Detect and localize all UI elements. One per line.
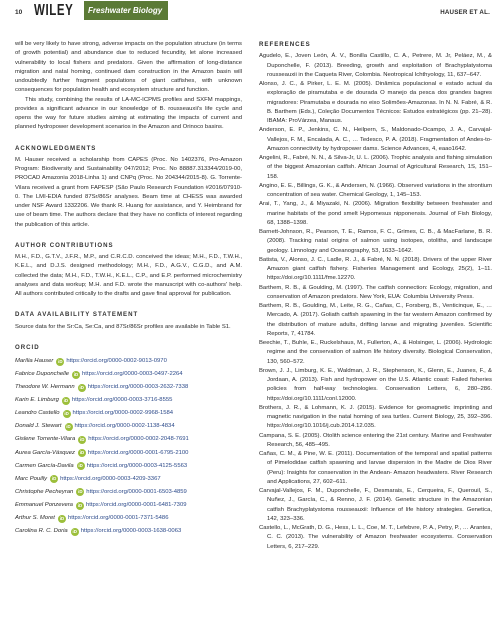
orcid-icon: iD [80,437,85,443]
journal-logo: Freshwater Biology [84,1,168,20]
reference-entry: Barthem, R. B., Goulding, M., Leite, R. G., Cañas, C., Forsberg, B., Venticinque, E., … Mercado, A. (2017). Goliath catfish spawning in the far western Amazon confirmed by the distribution of mature adults, drifting larvae and migrating juveniles. Scientific Reports, 7, 41784. [259,303,492,337]
orcid-row [15,499,242,512]
orcid-icon: iD [79,450,85,456]
orcid-row [15,407,242,420]
orcid-author-name: Karin E. Limburg [15,397,59,404]
reference-entry: Arai, T., Yang, J., & Miyazaki, N. (2006). Migration flexibility between freshwater and marine habitats of the pond smelt Hypomesus nipponensis. Journal of Fish Biology, 68, 1388–1398. [259,201,492,226]
orcid-link[interactable]: https://orcid.org/0000-0002-1138-4834 [74,423,175,430]
left-column [15,40,242,538]
orcid-author-name: Carmen García-Davila [15,462,74,469]
orcid-row [15,381,242,394]
orcid-icon: iD [78,489,83,495]
orcid-row [15,434,242,447]
orcid-row [15,486,242,499]
orcid-link[interactable]: https://orcid.org/0000-0001-7371-5486 [67,515,169,522]
section-heading-data-availability: DATA AVAILABILITY STATEMENT [15,311,139,319]
orcid-author-name: Leandro Castello [15,410,60,417]
orcid-link[interactable]: https://orcid.org/0000-0003-4125-5563 [86,462,188,469]
orcid-row [15,460,242,473]
orcid-row [15,447,242,460]
reference-entry: Campana, S. E. (2005). Otolith science entering the 21st century. Marine and Freshwater Research, 56, 485–495. [259,432,492,448]
body-paragraph: This study, combining the results of LA-MC-ICPMS profiles and SXFM mappings, provides a significant advance in our knowledge of B. rousseauxii's life cycle and opens the way for future studies aiming at estimating the impacts of current and planned hydropower development scenarios in the Amazon and Orinoco basins. [15,96,242,131]
orcid-row [15,420,242,433]
reference-entry: Angelini, R., Fabré, N. N., & Silva-Jr, U. L. (2006). Trophic analysis and fishing simulation of the biggest Amazonian catfish. African Journal of Agricultural Research, 1S, 151–158. [259,155,492,180]
orcid-link[interactable]: https://orcid.org/0000-0003-1638-0063 [80,528,182,535]
reference-entry: Barnett-Johnson, R., Pearson, T. E., Ramos, F. C., Grimes, C. B., & MacFarlane, B. R. (2008). Tracking natal origins of salmon using isotopes, otoliths, and landscape geology. Limnology and Oceanography, 53, 1633–1642. [259,229,492,254]
orcid-link[interactable]: https://orcid.org/0000-0003-0497-2264 [82,371,183,378]
section-heading-contributions: AUTHOR CONTRIBUTIONS [15,241,114,249]
reference-entry: Castello, L., McGrath, D. G., Hess, L. L., Coe, M. T., Lefebvre, P. A., Petry, P., … Arantes, C. C. (2013). The vulnerability of Amazon freshwater ecosystems. Conservation Letters, 6, 217–229. [259,525,492,550]
orcid-row [15,394,242,407]
reference-entry: Beechie, T., Buhle, E., Ruckelshaus, M., Fullerton, A., & Holsinger, L. (2006). Hydrologic regime and the conservation of salmon life history diversity. Biological Conservation, 130, 560–572. [259,340,492,365]
reference-entry: Alonso, J. C., & Pirker, L. E. M. (2005). Dinâmica populacional e estado actual da exploração de piramutaba e de dourada O manejo da pesca dos grandes bagres migradores: Piramutaba e dourada no eixo Solimões-Amazonas. In N. N. Fabré, & R. B. Barthem (Eds.), Coleção Documentos Técnicos: Estudos estratégicos (pp. 21–28). IBAMA: ProVárzea, Manaus. [259,81,492,124]
orcid-author-name: Christophe Pecheyran [15,488,74,495]
reference-entry: Barthem, R. B., & Goulding, M. (1997). The catfish connection: Ecology, migration, and conservation of Amazon predators. New York, EUA: Columbia University Press. [259,284,492,300]
reference-entry: Batista, V., Alonso, J. C., Ladle, R. J., & Fabré, N. N. (2018). Drivers of the upper River Amazon giant catfish fishery. Fisheries Management and Ecology, 25(2), 1–11. https://doi.org/10.1111/fme.12270. [259,256,492,282]
orcid-row [15,525,242,538]
orcid-author-name: Emmanuel Ponzevera [15,501,73,508]
orcid-author-name: Aurea García-Vásquez [15,449,75,456]
section-heading-references: REFERENCES [259,41,311,48]
body-paragraph: will be very likely to have strong, adverse impacts on the population structure (in terms of growth potential) and abundance due to reduced fecundity, let alone increased vulnerability to local fishers and predators. Given the affirmation of long-distance migration and natal homing, continued dam construction in the Amazon basin will undoubtedly further fragment populations of giant catfishes, with unknown consequences for population health and ecosystem structure and function. [15,41,242,94]
orcid-link[interactable]: https://orcid.org/0000-0003-4209-3367 [60,475,161,482]
orcid-author-name: Fabrice Duponchelle [15,371,70,378]
orcid-icon: iD [73,371,79,377]
orcid-link[interactable]: https://orcid.org/0000-0002-2048-7691 [88,436,189,443]
orcid-author-name: Carolina R. C. Doria [15,528,68,535]
orcid-author-name: Gislene Torrente-Vilara [15,436,76,443]
publisher-logo: WILEY [34,3,74,20]
orcid-icon: iD [64,410,69,416]
orcid-icon: iD [72,528,77,534]
reference-entry: Cañas, C. M., & Pine, W. E. (2011). Documentation of the temporal and spatial patterns of Pimelodidae catfish spawning and larvae dispersion in the Madre de Dios River (Peru): Insights for conservation in the Andean- Amazon headwaters. River Research and Applications, 27, 602–611. [259,451,492,485]
section-heading-orcid: ORCID [15,343,40,351]
reference-entry: Anderson, E. P., Jenkins, C. N., Heilpern, S., Maldonado-Ocampo, J. A., Carvajal-Vallejos, F. M., Encalada, A. C., … Tedesco, P. A. (2018). Fragmentation of Andes-to-Amazon connectivity by hydropower dams. Science Advances, 4, eaao1642. [259,127,492,152]
reference-entry: Brown, J. J., Limburg, K. E., Waldman, J. R., Stephenson, K., Glenn, E., Juanes, F., & Jordaan, A. (2013). Fish and hydropower on the U.S. Atlantic coast: Failed fisheries policies from half-way technologies. Conservation Letters, 6, 280–286. https://doi.org/10.1111/conl.12000. [259,367,492,402]
acknowledgments-text: M. Hauser received a scholarship from CAPES (Proc. No 1402376, Pro-Amazon Program: Biodiversity and Sustainability 047/2012; Proc. No 88887.313344/2019-00, PROCAD Amazonia 2018-Linha 1) and CNPq (Proc. No 204344/2015-8). G. Torrente-Vilara received a grant from FAPESP (São Paulo Research Foundation #2016/07910-0. The LMI-EDIA funded 87Sr/86Sr analyses. Beam time at CHESS was awarded under NSF Award 1332206. We thank R. Huang for assistance, and Y. Heimbrand for use of beam time. The authors declare that they have no conflicts of interest regarding the publication of this article. [15,156,242,228]
orcid-icon: iD [59,515,65,521]
reference-entry: Carvajal-Vallejos, F. M., Duponchelle, F., Desmarais, E., Cerqueira, F., Querouil, S., Nuñez, J., García, C., & Renno, J. F. (2014). Genetic structure in the Amazonian catfish Brachyplatystoma rousseauxii: Influence of life history strategies. Genetica, 142, 323–336. [259,488,492,522]
orcid-row [15,368,242,381]
orcid-icon: iD [78,463,83,469]
reference-entry: Brothers, J. R., & Lohmann, K. J. (2015). Evidence for geomagnetic imprinting and magnetic navigation in the natal homing of sea turtles. Current Biology, 25, 392–396. https://doi.org/10.1016/j.cub.2014.12.035. [259,404,492,430]
section-heading-acknowledgments: ACKNOWLEDGMENTS [15,144,97,152]
orcid-link[interactable]: https://orcid.org/0000-0001-6481-7309 [85,501,187,508]
orcid-link[interactable]: https://orcid.org/0000-0002-9968-1584 [72,410,174,417]
orcid-icon: iD [58,358,63,364]
reference-entry: Agudelo, E., Joven León, Á. V., Bonilla Castillo, C. A., Petrere, M. Jr, Peláez, M., & Duponchelle, F. (2013). Breeding, growth and exploitation of Brachyplatystoma rousseauxii in the Caqueta River, Colombia. Neotropical Ichthyology, 11, 637–647. [259,53,492,78]
orcid-link[interactable]: https://orcid.org/0000-0002-9013-0970 [66,357,167,364]
data-availability-text: Source data for the Sr:Ca, Se:Ca, and 87Sr/86Sr profiles are available in Table S1. [15,323,231,330]
orcid-link[interactable]: https://orcid.org/0000-0003-3716-8555 [71,397,173,404]
orcid-author-name: Arthur S. Moret [15,515,55,522]
right-column [259,40,492,552]
orcid-author-name: Theodore W. Hermann [15,384,75,391]
page-header [0,0,504,28]
orcid-icon: iD [66,424,71,430]
contributions-text: M.H., F.D., G.T.V., J.F.R., M.P., and C.R.C.D. conceived the ideas; M.H., F.D., T.W.H., K.E.L., and D.J.S. designed methodology; M.H., F.D., A.G.V., C.G.D., and A.M. collected the data; M.H., F.D., T.W.H., K.E.L., C.P., and E.P. performed microchemistry analyses and data workup; M.H. and F.D. wrote the manuscript with co-authors' help. All authors contributed critically to the drafts and gave final approval for publication. [15,254,242,297]
orcid-icon: iD [79,384,84,390]
orcid-icon: iD [51,476,57,482]
page-number: 10 [15,9,23,16]
orcid-author-name: Marc Pouilly [15,475,48,482]
orcid-author-name: Marília Hauser [15,357,54,364]
orcid-list [15,355,242,538]
orcid-row [15,512,242,525]
orcid-icon: iD [77,502,83,508]
reference-entry: Angino, E. E., Billings, G. K., & Andersen, N. (1966). Observed variations in the strontium concentration of sea water. Chemical Geology, 1, 145–153. [259,182,492,198]
orcid-author-name: Donald J. Stewart [15,423,62,430]
reference-list [259,52,492,552]
orcid-link[interactable]: https://orcid.org/0000-0001-6795-2100 [87,449,189,456]
orcid-link[interactable]: https://orcid.org/0000-0003-2632-7338 [87,384,189,391]
orcid-row [15,473,242,486]
running-title: HAUSER ET AL. [440,9,490,16]
orcid-icon: iD [63,397,69,403]
orcid-link[interactable]: https://orcid.org/0000-0001-6503-4859 [86,488,187,495]
orcid-row [15,355,242,368]
